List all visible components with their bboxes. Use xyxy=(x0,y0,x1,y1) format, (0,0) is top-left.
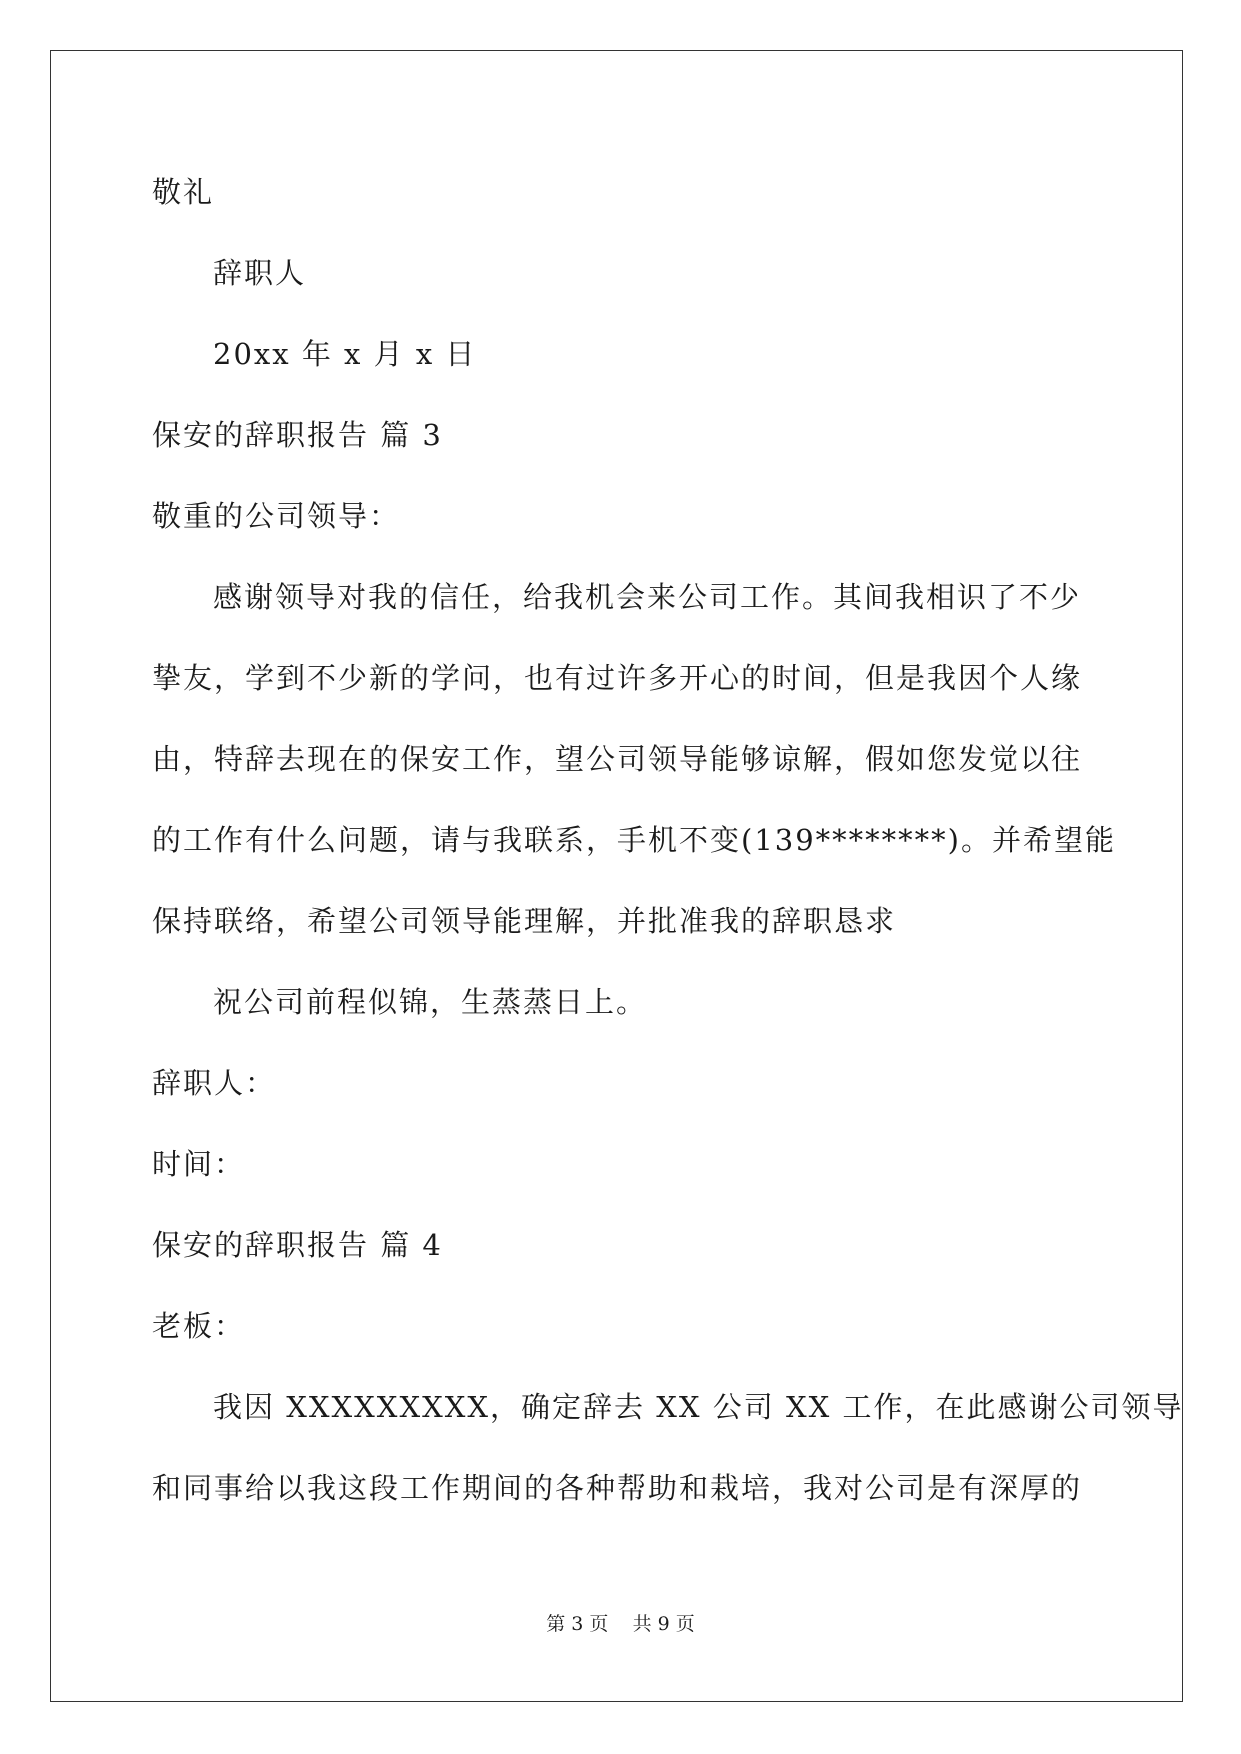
date-line: 20xx 年 x 月 x 日 xyxy=(213,337,477,371)
paragraph-line: 感谢领导对我的信任，给我机会来公司工作。其间我相识了不少 xyxy=(213,580,1082,614)
paragraph-line: 挚友，学到不少新的学问，也有过许多开心的时间，但是我因个人缘 xyxy=(152,661,1083,695)
resigner-label: 辞职人： xyxy=(152,1066,277,1100)
closing-salutation: 敬礼 xyxy=(152,175,215,209)
wishes-line: 祝公司前程似锦，生蒸蒸日上。 xyxy=(213,985,648,1019)
paragraph-line: 的工作有什么问题，请与我联系，手机不变(139********)。并希望能 xyxy=(152,823,1116,857)
time-label: 时间： xyxy=(152,1147,246,1181)
paragraph-line: 我因 XXXXXXXXX，确定辞去 XX 公司 XX 工作，在此感谢公司领导 xyxy=(213,1390,1184,1424)
paragraph-line: 保持联络，希望公司领导能理解，并批准我的辞职恳求 xyxy=(152,904,897,938)
signature-label: 辞职人 xyxy=(213,256,307,290)
greeting-line: 敬重的公司领导： xyxy=(152,499,401,533)
paragraph-line: 和同事给以我这段工作期间的各种帮助和栽培，我对公司是有深厚的 xyxy=(152,1471,1083,1505)
page-border xyxy=(50,50,1183,1702)
greeting-line: 老板： xyxy=(152,1309,246,1343)
paragraph-line: 由，特辞去现在的保安工作，望公司领导能够谅解，假如您发觉以往 xyxy=(152,742,1083,776)
page-number-footer: 第 3 页 共 9 页 xyxy=(546,1613,695,1635)
section-heading-3: 保安的辞职报告 篇 3 xyxy=(152,418,443,452)
section-heading-4: 保安的辞职报告 篇 4 xyxy=(152,1228,443,1262)
